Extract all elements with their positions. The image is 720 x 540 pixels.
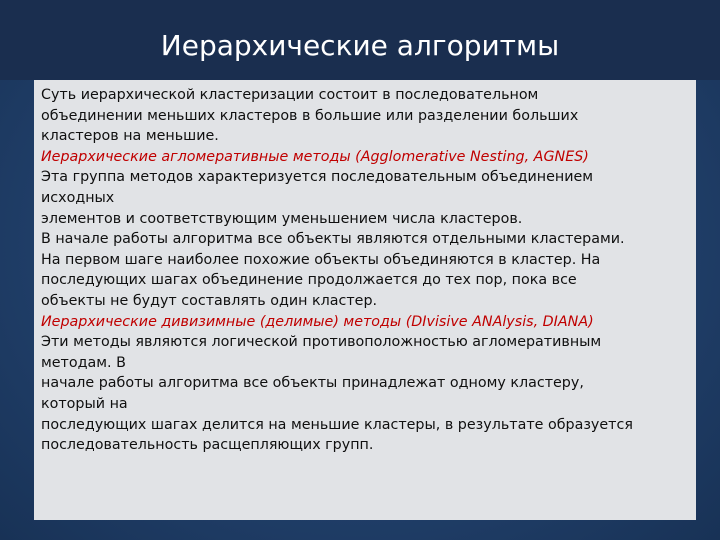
body-line: исходных	[41, 189, 115, 206]
body-line: кластеров на меньшие.	[41, 128, 219, 145]
section-heading-diana: Иерархические дивизимные (делимые) методы (DIvisive ANAlysis, DIANA)	[41, 313, 594, 330]
body-line: последующих шагах объединение продолжается до тех пор, пока все	[41, 272, 577, 289]
body-line: элементов и соответствующим уменьшением числа кластеров.	[41, 210, 523, 227]
section-heading-agnes: Иерархические агломеративные методы (Agglomerative Nesting, AGNES)	[41, 148, 589, 165]
slide-title: Иерархические алгоритмы	[160, 29, 560, 62]
body-line: Суть иерархической кластеризации состоит в последовательном	[41, 87, 539, 103]
body-line: методам. В	[41, 354, 126, 371]
body-line: который на	[41, 395, 128, 412]
body-line: На первом шаге наиболее похожие объекты объединяются в кластер. На	[41, 251, 601, 268]
slide-body	[41, 85, 701, 456]
body-line: Эти методы являются логической противоположностью агломеративным	[41, 334, 602, 351]
body-line: последующих шагах делится на меньшие кластеры, в результате образуется	[41, 416, 633, 433]
body-line: объекты не будут составлять один кластер.	[41, 292, 378, 309]
body-line: Эта группа методов характеризуется последовательным объединением	[41, 169, 594, 186]
body-line: последовательность расщепляющих групп.	[41, 437, 374, 454]
body-line: начале работы алгоритма все объекты принадлежат одному кластеру,	[41, 375, 584, 392]
body-line: В начале работы алгоритма все объекты являются отдельными кластерами.	[41, 231, 625, 248]
body-line: объединении меньших кластеров в большие или разделении больших	[41, 107, 579, 124]
